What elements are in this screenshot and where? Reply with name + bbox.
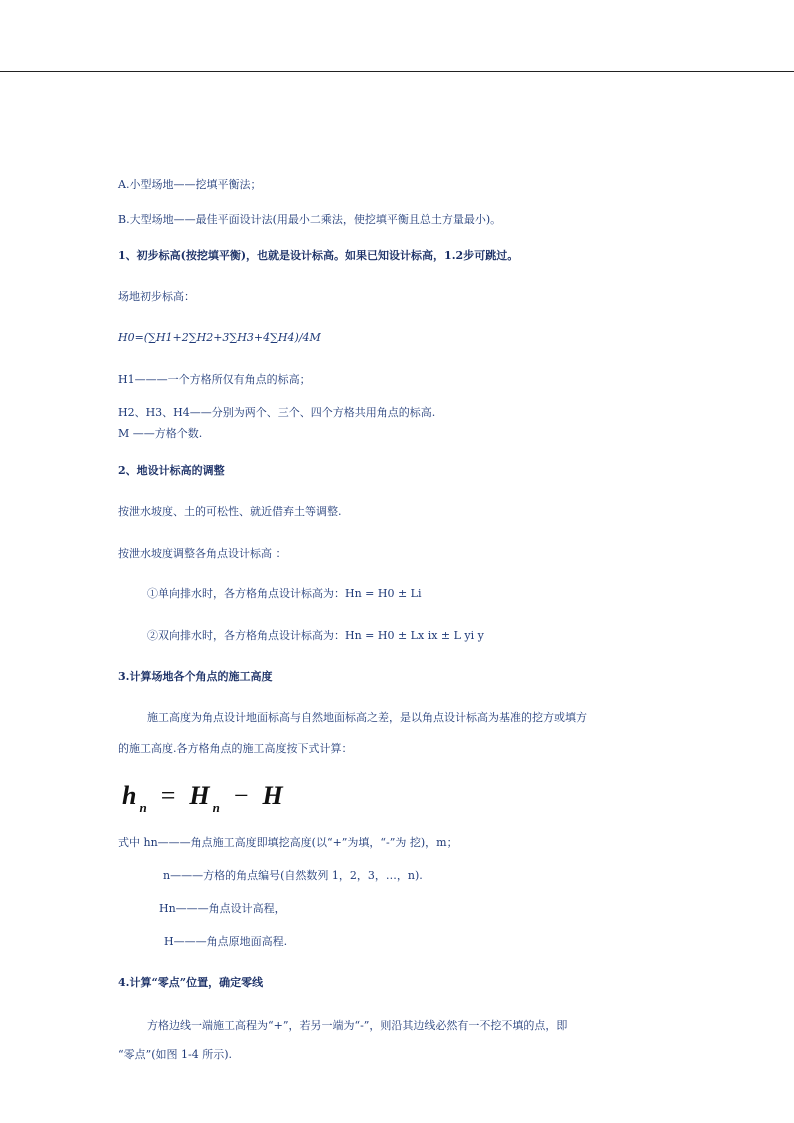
text-line-1: A.小型场地——挖填平衡法； <box>118 178 262 191</box>
formula-eq: = <box>160 781 176 810</box>
text-line-20: H———角点原地面高程. <box>164 935 288 948</box>
text-line-22: 方格边线一端施工高程为“+”，若另一端为“-”，则沿其边线必然有一不挖不填的点，即 <box>147 1019 568 1032</box>
text-line-15: 施工高度为角点设计地面标高与自然地面标高之差，是以角点设计标高为基准的挖方或填方 <box>147 711 587 724</box>
text-line-17: 式中 hn———角点施工高度即填挖高度(以“+”为填，“-”为 挖)，m； <box>118 836 458 849</box>
header-rule <box>0 71 794 72</box>
construction-height-formula <box>122 781 283 815</box>
text-line-4: 场地初步标高： <box>118 290 195 303</box>
formula-minus: − <box>233 781 249 810</box>
formula-H2: H <box>262 781 283 810</box>
text-line-8: M ——方格个数. <box>118 427 203 440</box>
text-line-6: H1———一个方格所仅有角点的标高； <box>118 373 311 386</box>
formula-h: h <box>122 781 137 810</box>
text-line-12: ①单向排水时，各方格角点设计标高为：Hn = H0 ± Li <box>147 587 422 600</box>
text-line-7: H2、H3、H4——分别为两个、三个、四个方格共用角点的标高. <box>118 406 436 419</box>
text-line-23: “零点”(如图 1-4 所示). <box>118 1048 233 1061</box>
text-line-11: 按泄水坡度调整各角点设计标高 ： <box>118 547 287 560</box>
formula-h0: H0=(∑H1+2∑H2+3∑H3+4∑H4)/4M <box>118 331 321 344</box>
text-line-2: B.大型场地——最佳平面设计法(用最小二乘法，使挖填平衡且总土方量最小)。 <box>118 213 502 226</box>
text-line-13: ②双向排水时，各方格角点设计标高为：Hn = H0 ± Lx ix ± L yi y <box>147 629 484 642</box>
text-line-19: Hn———角点设计高程， <box>159 902 286 915</box>
heading-1: 1、初步标高(按挖填平衡)，也就是设计标高。如果已知设计标高，1.2步可跳过。 <box>118 249 519 262</box>
formula-H-sub: n <box>212 800 220 815</box>
heading-2: 2、地设计标高的调整 <box>118 464 225 477</box>
formula-h-sub: n <box>139 800 147 815</box>
text-line-10: 按泄水坡度、土的可松性、就近借弃土等调整. <box>118 505 342 518</box>
text-line-18: n———方格的角点编号(自然数列 1，2，3，…，n). <box>163 869 423 882</box>
formula-H: H <box>189 781 210 810</box>
text-line-16: 的施工高度.各方格角点的施工高度按下式计算： <box>118 742 353 755</box>
heading-3: 3.计算场地各个角点的施工高度 <box>118 670 273 683</box>
heading-4: 4.计算“零点”位置，确定零线 <box>118 976 264 989</box>
